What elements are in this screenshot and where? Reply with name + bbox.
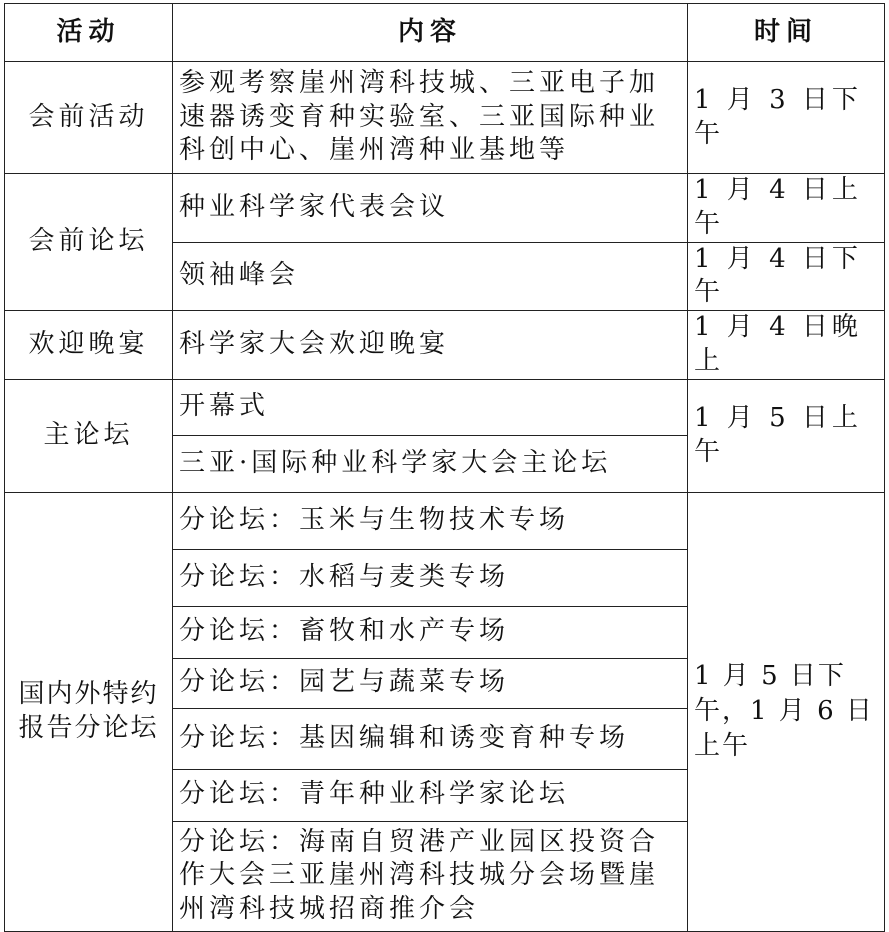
table-row: [5, 379, 885, 435]
content-cell: 分论坛：玉米与生物技术专场: [173, 492, 688, 549]
time-cell: 1 月 5 日上午: [688, 379, 885, 492]
header-row: [5, 4, 885, 62]
table-row: [5, 311, 885, 380]
content-cell: 三亚·国际种业科学家大会主论坛: [173, 435, 688, 492]
header-time: 时间: [688, 4, 885, 62]
content-cell: 种业科学家代表会议: [173, 174, 688, 243]
time-cell: 1 月 3 日下午: [688, 62, 885, 174]
content-cell: 分论坛：畜牧和水产专场: [173, 606, 688, 658]
table-row: [5, 174, 885, 243]
content-cell: 开幕式: [173, 379, 688, 435]
content-cell: 分论坛：园艺与蔬菜专场: [173, 658, 688, 708]
activity-cell: 欢迎晚宴: [5, 311, 173, 380]
activity-cell: 主论坛: [5, 379, 173, 492]
time-cell: 1 月 5 日下午，1 月 6 日上午: [688, 492, 885, 931]
header-content: 内容: [173, 4, 688, 62]
activity-cell: 国内外特约报告分论坛: [5, 492, 173, 931]
content-cell: 分论坛：青年种业科学家论坛: [173, 769, 688, 821]
content-cell: 分论坛：水稻与麦类专场: [173, 549, 688, 606]
content-cell: 领袖峰会: [173, 242, 688, 311]
content-cell: 分论坛：海南自贸港产业园区投资合作大会三亚崖州湾科技城分会场暨崖州湾科技城招商推介会: [173, 821, 688, 931]
time-cell: 1 月 4 日上午: [688, 174, 885, 243]
content-cell: 参观考察崖州湾科技城、三亚电子加速器诱变育种实验室、三亚国际种业科创中心、崖州湾种业基地等: [173, 62, 688, 174]
content-cell: 科学家大会欢迎晚宴: [173, 311, 688, 380]
content-cell: 分论坛：基因编辑和诱变育种专场: [173, 708, 688, 769]
header-activity: 活动: [5, 4, 173, 62]
time-cell: 1 月 4 日晚上: [688, 311, 885, 380]
time-cell: 1 月 4 日下午: [688, 242, 885, 311]
schedule-table: [4, 3, 885, 932]
table-row: [5, 492, 885, 549]
table-row: [5, 62, 885, 174]
activity-cell: 会前活动: [5, 62, 173, 174]
activity-cell: 会前论坛: [5, 174, 173, 311]
